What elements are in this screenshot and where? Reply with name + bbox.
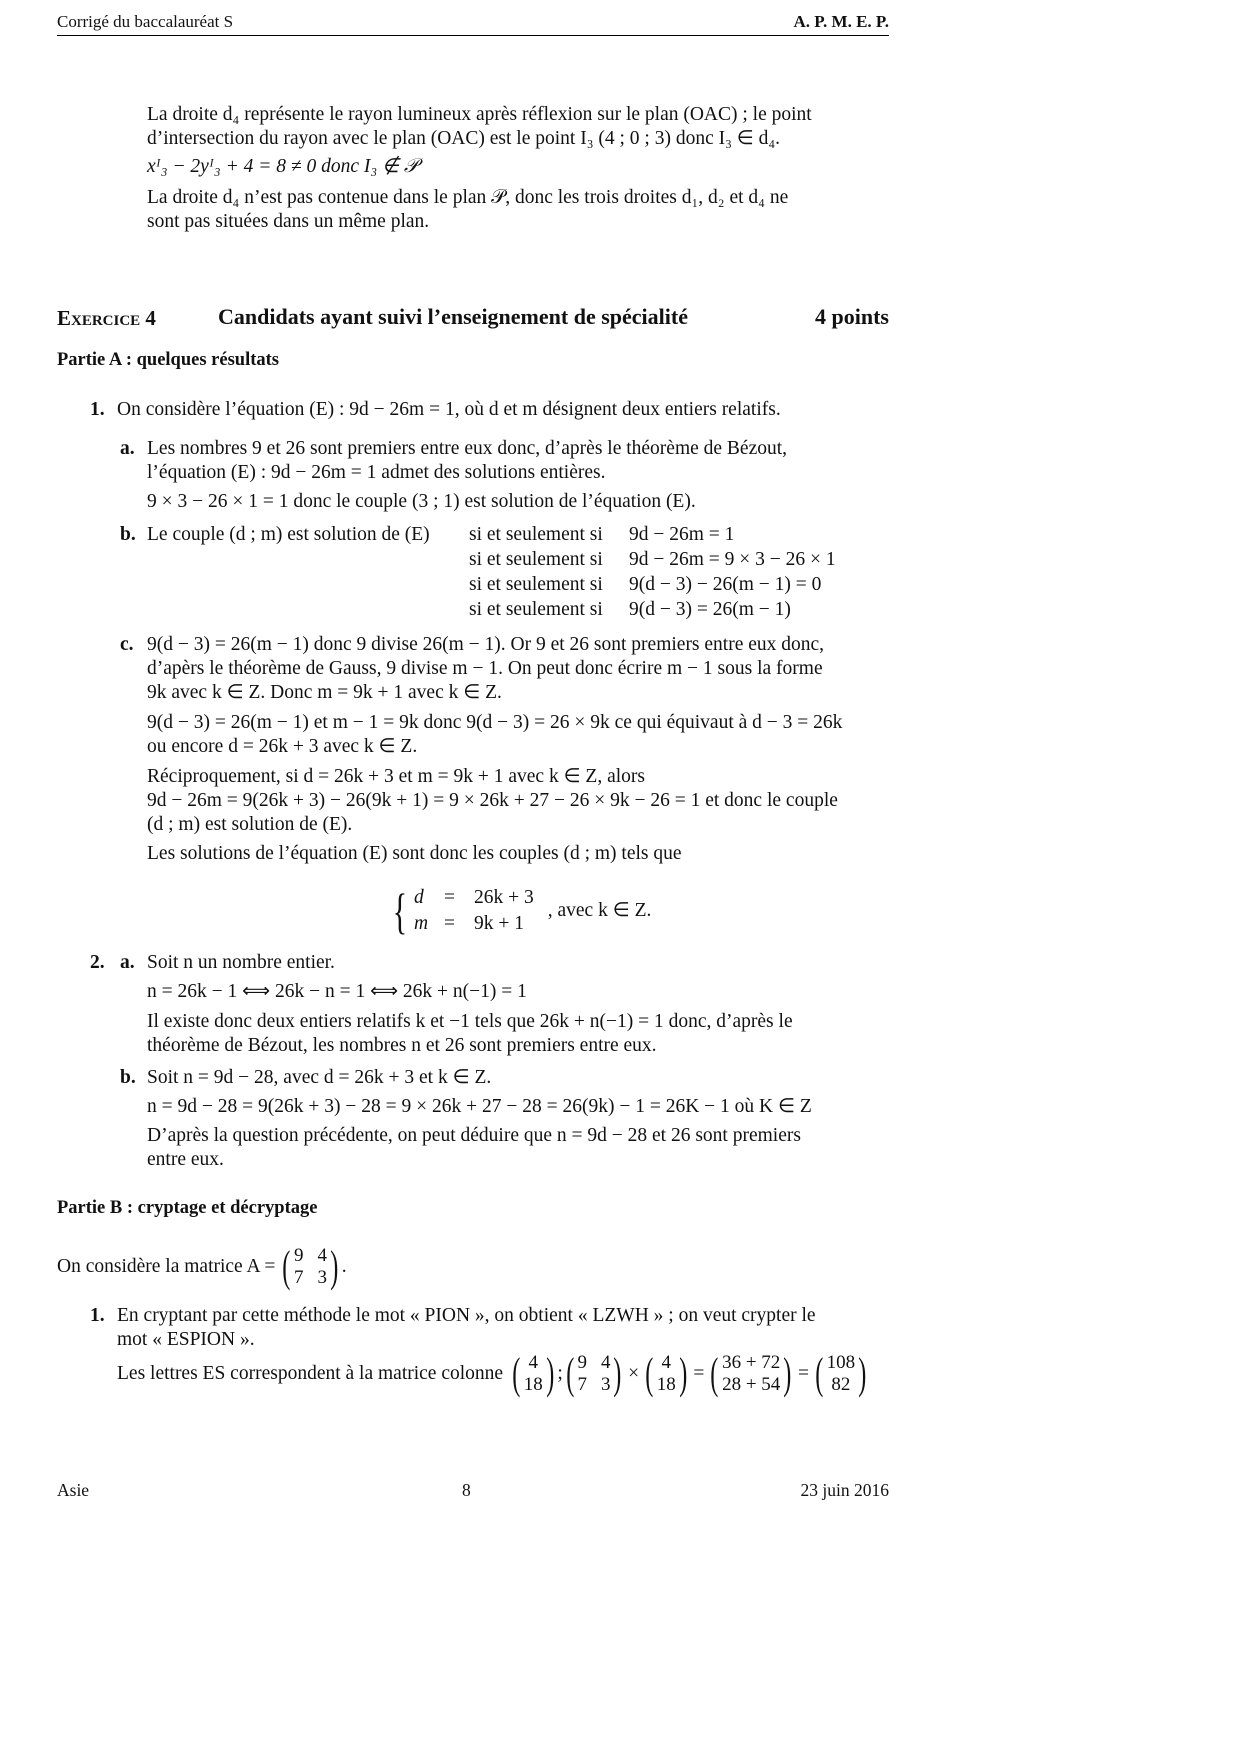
prod-A-11: 9 xyxy=(577,1352,587,1373)
partA-2b-line-2: n = 9d − 28 = 9(26k + 3) − 28 = 9 × 26k + 27 − 28 = 26(9k) − 1 = 26K − 1 où K ∈ Z xyxy=(147,1096,812,1117)
matrix-A: ( 9 4 7 3 ) xyxy=(282,1242,339,1291)
partA-1c-line-3: 9k avec k ∈ Z. Donc m = 9k + 1 avec k ∈ Z. xyxy=(147,682,502,703)
partB-title: Partie B : cryptage et décryptage xyxy=(57,1198,318,1218)
equiv-cond-2: si et seulement si xyxy=(469,549,603,570)
header-rule xyxy=(57,35,889,36)
partA-q1-text: On considère l’équation (E) : 9d − 26m = 1, où d et m désignent deux entiers relatifs. xyxy=(117,399,781,420)
partA-1c-line-2: d’apèrs le théorème de Gauss, 9 divise m − 1. On peut donc écrire m − 1 sous la forme xyxy=(147,658,823,679)
matrix-A-12: 4 xyxy=(317,1245,328,1266)
header-title: Corrigé du baccalauréat S xyxy=(57,12,234,31)
system-tail: , avec k ∈ Z. xyxy=(547,900,652,921)
partA-1a-line-2: l’équation (E) : 9d − 26m = 1 admet des solutions entières. xyxy=(147,462,606,483)
exercise-points: 4 points xyxy=(815,304,889,329)
equiv-eq-4: 9(d − 3) = 26(m − 1) xyxy=(629,599,791,620)
equiv-eq-3: 9(d − 3) − 26(m − 1) = 0 xyxy=(629,574,822,595)
partA-2b-line-1: Soit n = 9d − 28, avec d = 26k + 3 et k ∈ Z. xyxy=(147,1067,492,1088)
matrix-intro: On considère la matrice A = xyxy=(57,1256,276,1277)
partA-2a-line-2: n = 26k − 1 ⟺ 26k − n = 1 ⟺ 26k + n(−1) = 1 xyxy=(147,981,527,1002)
partA-2b-line-3: D’après la question précédente, on peut déduire que n = 9d − 28 et 26 sont premiers xyxy=(147,1125,801,1146)
partA-1b-lead: Le couple (d ; m) est solution de (E) xyxy=(147,524,430,545)
prod-A-21: 7 xyxy=(577,1374,587,1395)
intro-line-4: La droite d₄ n’est pas contenue dans le plan 𝒫, donc les trois droites d₁, d₂ et d₄ ne xyxy=(147,187,789,208)
intro-line-3: xᴵ₃ − 2yᴵ₃ + 4 = 8 ≠ 0 donc I₃ ∉ 𝒫 xyxy=(147,156,418,177)
exercise-title: Candidats ayant suivi l’enseignement de spécialité xyxy=(218,304,688,329)
page-number: 8 xyxy=(462,1480,471,1500)
footer-date: 23 juin 2016 xyxy=(800,1480,889,1500)
footer-left: Asie xyxy=(57,1480,90,1500)
partA-q2-num: 2. xyxy=(90,952,105,973)
partA-2a-line-4: théorème de Bézout, les nombres n et 26 sont premiers entre eux. xyxy=(147,1035,657,1056)
column-ES-product: ( 4 18 ) xyxy=(645,1349,688,1398)
encryption-computation: Les lettres ES correspondent à la matrice colonne ( 4 18 ) ; ( 9 4 7 3 ) × ( 4 18 ) = ( 36 + 72 28 + 54 ) = ( 108 82 ) xyxy=(117,1352,870,1396)
partA-1a-line-3: 9 × 3 − 26 × 1 = 1 donc le couple (3 ; 1) est solution de l’équation (E). xyxy=(147,491,696,512)
exercise-label: Exercice 4 xyxy=(57,306,156,330)
partA-1c-line-5: ou encore d = 26k + 3 avec k ∈ Z. xyxy=(147,736,418,757)
system-r2-val: 9k + 1 xyxy=(474,913,524,934)
partA-1a-line-1: Les nombres 9 et 26 sont premiers entre eux donc, d’après le théorème de Bézout, xyxy=(147,438,788,459)
equiv-cond-4: si et seulement si xyxy=(469,599,603,620)
column-ES-1: 4 xyxy=(528,1352,538,1373)
system-r1-val: 26k + 3 xyxy=(474,887,534,908)
equiv-cond-3: si et seulement si xyxy=(469,574,603,595)
partA-2a-label: a. xyxy=(120,952,135,973)
partB-q1-line-1: En cryptant par cette méthode le mot « PION », on obtient « LZWH » ; on veut crypter le xyxy=(117,1305,816,1326)
prod-A-22: 3 xyxy=(600,1374,611,1395)
partA-1c-line-7: 9d − 26m = 9(26k + 3) − 26(9k + 1) = 9 × 26k + 27 − 26 × 9k − 26 = 1 et donc le couple xyxy=(147,790,838,811)
prod-A-12: 4 xyxy=(600,1352,611,1373)
matrix-definition xyxy=(57,1242,347,1291)
partA-2b-label: b. xyxy=(120,1067,136,1088)
system-r1-var: d xyxy=(414,887,424,908)
matrix-A-21: 7 xyxy=(294,1267,304,1288)
solution-system xyxy=(388,883,652,939)
partA-1c-line-1: 9(d − 3) = 26(m − 1) donc 9 divise 26(m − 1). Or 9 et 26 sont premiers entre eux donc, xyxy=(147,634,825,655)
intro-line-1: La droite d₄ représente le rayon lumineux après réflexion sur le plan (OAC) ; le point xyxy=(147,104,812,125)
header-org: A. P. M. E. P. xyxy=(793,12,889,31)
system-rows xyxy=(414,886,534,936)
result-2: 82 xyxy=(831,1374,851,1395)
partA-1a-label: a. xyxy=(120,438,135,459)
product-expanded: ( 36 + 72 28 + 54 ) xyxy=(710,1349,792,1398)
partA-1c-line-6: Réciproquement, si d = 26k + 3 et m = 9k + 1 avec k ∈ Z, alors xyxy=(147,766,646,787)
partA-2a-line-1: Soit n un nombre entier. xyxy=(147,952,335,973)
system-r1-eq: = xyxy=(444,887,455,908)
matrix-A-11: 9 xyxy=(294,1245,304,1266)
equiv-cond-1: si et seulement si xyxy=(469,524,603,545)
intro-line-2: d’intersection du rayon avec le plan (OAC) est le point I₃ (4 ; 0 ; 3) donc I₃ ∈ d₄. xyxy=(147,128,781,149)
prod-col-1: 4 xyxy=(661,1352,672,1373)
expanded-2: 28 + 54 xyxy=(722,1374,781,1395)
partA-title: Partie A : quelques résultats xyxy=(57,350,279,370)
partA-2b-line-4: entre eux. xyxy=(147,1149,224,1170)
partB-q1-num: 1. xyxy=(90,1305,105,1326)
matrix-period: . xyxy=(341,1256,347,1277)
system-r2-eq: = xyxy=(444,913,455,934)
column-ES-2: 18 xyxy=(523,1374,543,1395)
product-result: ( 108 82 ) xyxy=(815,1349,867,1398)
partA-1c-label: c. xyxy=(120,634,134,655)
matrix-A-22: 3 xyxy=(317,1267,328,1288)
prod-col-2: 18 xyxy=(656,1374,676,1395)
intro-line-5: sont pas situées dans un même plan. xyxy=(147,211,430,232)
column-ES: ( 4 18 ) xyxy=(512,1349,555,1398)
partA-1b-label: b. xyxy=(120,524,136,545)
partA-q1-num: 1. xyxy=(90,399,105,420)
partA-1c-line-4: 9(d − 3) = 26(m − 1) et m − 1 = 9k donc 9(d − 3) = 26 × 9k ce qui équivaut à d − 3 = 26k xyxy=(147,712,843,733)
expanded-1: 36 + 72 xyxy=(722,1352,781,1373)
system-r2-var: m xyxy=(414,913,429,934)
partA-1c-line-8: (d ; m) est solution de (E). xyxy=(147,814,353,835)
partB-q1-line-3: Les lettres ES correspondent à la matrice colonne xyxy=(117,1363,504,1384)
equiv-eq-2: 9d − 26m = 9 × 3 − 26 × 1 xyxy=(629,549,836,570)
system-brace: { xyxy=(392,883,408,939)
partB-q1-line-2: mot « ESPION ». xyxy=(117,1329,255,1350)
partA-2a-line-3: Il existe donc deux entiers relatifs k et −1 tels que 26k + n(−1) = 1 donc, d’après le xyxy=(147,1011,793,1032)
partA-1c-line-9: Les solutions de l’équation (E) sont donc les couples (d ; m) tels que xyxy=(147,843,682,864)
matrix-A-product: ( 9 4 7 3 ) xyxy=(566,1349,622,1398)
result-1: 108 xyxy=(826,1352,856,1373)
equiv-eq-1: 9d − 26m = 1 xyxy=(629,524,735,545)
